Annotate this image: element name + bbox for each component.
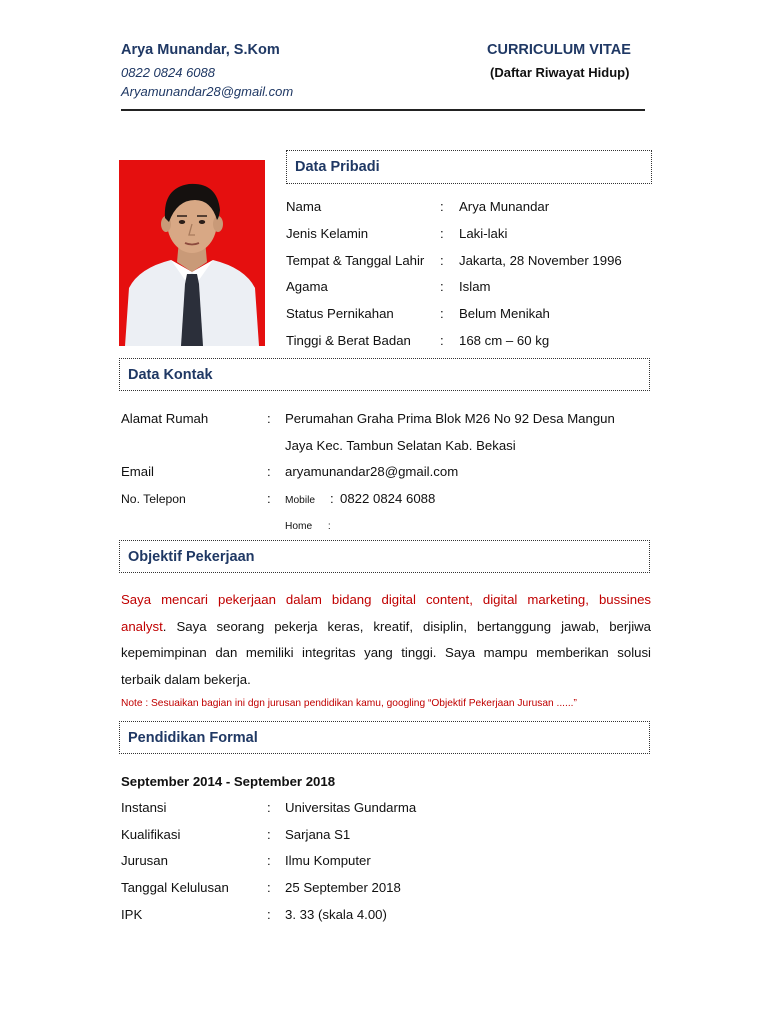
objective-paragraph	[121, 587, 651, 693]
field-colon: :	[267, 464, 271, 479]
objective-note: Note : Sesuaikan bagian ini dgn jurusan pendidikan kamu, googling “Objektif Pekerjaan Jurusan ......”	[121, 698, 577, 709]
field-label: Tempat & Tanggal Lahir	[286, 253, 425, 268]
field-colon: :	[440, 253, 444, 268]
section-heading-label: Objektif Pekerjaan	[128, 548, 255, 565]
address-line-1: Perumahan Graha Prima Blok M26 No 92 Desa Mangun	[285, 411, 615, 426]
field-colon: :	[267, 880, 271, 895]
mobile-value: 0822 0824 6088	[340, 491, 436, 506]
objective-line	[121, 614, 651, 641]
objective-text: . Saya seorang pekerja keras, kreatif, disiplin, bertanggung jawab, berjiwa	[162, 618, 651, 634]
field-value: Jakarta, 28 November 1996	[459, 253, 622, 268]
field-colon: :	[330, 491, 334, 506]
field-value: Islam	[459, 279, 491, 294]
field-colon: :	[440, 226, 444, 241]
objective-highlight: Saya mencari pekerjaan dalam bidang digital content, digital marketing, bussines	[121, 592, 651, 607]
field-colon: :	[267, 853, 271, 868]
field-colon: :	[440, 306, 444, 321]
field-label: Status Pernikahan	[286, 306, 394, 321]
field-value: Laki-laki	[459, 226, 508, 241]
field-value: Arya Munandar	[459, 199, 550, 214]
field-label: Jurusan	[121, 853, 168, 868]
field-label: Alamat Rumah	[121, 411, 209, 426]
field-value: Ilmu Komputer	[285, 853, 371, 868]
field-colon: :	[267, 907, 271, 922]
section-heading-label: Pendidikan Formal	[128, 729, 258, 746]
field-label: Tinggi & Berat Badan	[286, 333, 411, 348]
field-label: Jenis Kelamin	[286, 226, 369, 241]
objective-highlight: analyst	[121, 618, 163, 634]
field-colon: :	[267, 491, 271, 506]
field-value: 3. 33 (skala 4.00)	[285, 907, 387, 922]
field-colon: :	[267, 827, 271, 842]
section-heading-objektif	[119, 540, 650, 573]
cv-owner-name: Arya Munandar, S.Kom	[121, 42, 280, 58]
field-label: Tanggal Kelulusan	[121, 880, 229, 895]
profile-photo	[119, 160, 265, 346]
document-title: CURRICULUM VITAE	[487, 42, 631, 58]
field-colon: :	[440, 333, 444, 348]
section-heading-data-kontak	[119, 358, 650, 391]
section-heading-data-pribadi	[286, 150, 652, 184]
field-value: 25 September 2018	[285, 880, 401, 895]
person-portrait-icon	[119, 160, 265, 346]
section-heading-pendidikan	[119, 721, 650, 754]
education-period: September 2014 - September 2018	[121, 774, 336, 789]
header-email: Aryamunandar28@gmail.com	[121, 84, 294, 99]
objective-line	[121, 587, 651, 614]
home-label: Home	[285, 521, 313, 532]
field-label: IPK	[121, 907, 143, 922]
field-label: Email	[121, 464, 154, 479]
email-value: aryamunandar28@gmail.com	[285, 464, 459, 479]
section-heading-label: Data Pribadi	[295, 159, 380, 175]
field-value: Sarjana S1	[285, 827, 351, 842]
header-phone: 0822 0824 6088	[121, 65, 215, 80]
field-label: Agama	[286, 279, 328, 294]
field-value: 168 cm – 60 kg	[459, 333, 550, 348]
address-line-2: Jaya Kec. Tambun Selatan Kab. Bekasi	[285, 438, 516, 453]
mobile-label: Mobile	[285, 495, 316, 506]
document-subtitle: (Daftar Riwayat Hidup)	[490, 65, 630, 80]
field-colon: :	[267, 800, 271, 815]
field-colon: :	[327, 521, 331, 532]
objective-line: kepemimpinan dan memiliki integritas yang tinggi. Saya mampu memberikan solusi	[121, 645, 651, 660]
field-colon: :	[267, 411, 271, 426]
field-colon: :	[440, 279, 444, 294]
field-label: Instansi	[121, 800, 167, 815]
field-colon: :	[440, 199, 444, 214]
field-value: Belum Menikah	[459, 306, 550, 321]
field-label: No. Telepon	[121, 492, 186, 506]
objective-line: terbaik dalam bekerja.	[121, 671, 251, 687]
field-value: Universitas Gundarma	[285, 800, 417, 815]
field-label: Nama	[286, 199, 322, 214]
section-heading-label: Data Kontak	[128, 366, 213, 383]
header-divider	[121, 109, 645, 111]
home-phone-row	[285, 517, 331, 535]
field-label: Kualifikasi	[121, 827, 181, 842]
